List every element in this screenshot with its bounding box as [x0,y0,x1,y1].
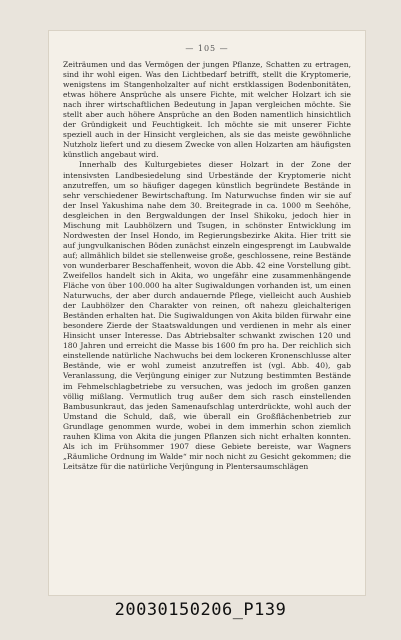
paragraph-2: Innerhalb des Kulturgebietes dieser Holzart in der Zone der intensivsten Landbesiedelung sind Urbestände der Kryptomerie nicht anzutreffen, um so häufiger dagegen künstlich begründete Bestände in sehr verschiedener Bewirtschaftung. Im Naturwuchse finden wir sie auf der Insel Yakushima nahe dem 30. Breitegrade in ca. 1000 m Seehöhe, desgleichen in den Bergwaldungen der Insel Shikoku, jedoch hier in Mischung mit Laubhölzern und Tsugen, in schönster Entwicklung im Nordwesten der Insel Hondo, im Regierungsbezirke Akita. Hier tritt sie auf jungvulkanischen Böden zunächst einzeln eingesprengt im Laubwalde auf; allmählich bildet sie stellenweise große, geschlossene, reine Bestände von wunderbarer Beschaffenheit, wovon die Abb. 42 eine Vorstellung gibt. Zweifellos handelt sich in Akita, wo ungefähr eine zusammenhängende Fläche von über 100.000 ha alter Sugiwaldungen vorhanden ist, um einen Naturwuchs, der aber durch andauernde Pflege, vielleicht auch Aushieb der Laubhölzer den Charakter von reinen, oft nahezu gleichalterigen Beständen erhalten hat. Die Sugiwaldungen von Akita bilden fürwahr eine besondere Zierde der Staatswaldungen und verdienen in mehr als einer Hinsicht unser Interesse. Das Abtriebsalter schwankt zwischen 120 und 180 Jahren und erreicht die Masse bis 1600 fm pro ha. Der reichlich sich einstellende natürliche Nachwuchs bei dem lockeren Kronenschlusse alter Bestände, wie er wohl zumeist anzutreffen ist (vgl. Abb. 40), gab Veranlassung, die Verjüngung einiger zur Nutzung bestimmten Bestände im Fehmelschlagbetriebe zu versuchen, was jedoch im großen ganzen völlig mißlang. Vermutlich trug außer dem sich rasch einstellenden Bambusunkraut, das jeden Samenaufschlag unterdrückte, wohl auch der Umstand die Schuld, daß, wie überall ein Großflächenbetrieb zur Grundlage genommen wurde, wobei in dem immerhin schon ziemlich rauhen Klima von Akita die jungen Pflanzen sich nicht erhalten konnten. Als ich im Frühsommer 1907 diese Gebiete bereiste, war Wagners „Räumliche Ordnung im Walde“ mir noch nicht zu Gesicht gekommen; die Leitsätze für die natürliche Verjüngung in Plentersaumschlägen [63,160,351,471]
page-number-header: — 105 — [185,44,229,53]
image-id-caption: 20030150206_P139 [114,600,287,620]
book-page [48,30,366,596]
page-body-text [63,60,351,472]
paragraph-1: Zeiträumen und das Vermögen der jungen Pflanze, Schatten zu ertragen, sind ihr wohl eigen. Was den Lichtbedarf betrifft, stellt die Kryptomerie, wenigstens im Stangenholzalter auf nicht erstklassigen Bodenbonitäten, etwas höhere Ansprüche als unsere Fichte, mit welcher Holzart ich sie nach ihrer wirtschaftlichen Bedeutung in Japan vergleichen möchte. Sie stellt aber auch höhere Ansprüche an den Boden namentlich hinsichtlich der Gründigkeit und Feuchtigkeit. Ich möchte sie mit unserer Fichte speziell auch in der Hinsicht vergleichen, als sie das meiste gewöhnliche Nutzholz liefert und zu diesem Zwecke von allen Holzarten am häufigsten künstlich angebaut wird. [63,60,351,160]
